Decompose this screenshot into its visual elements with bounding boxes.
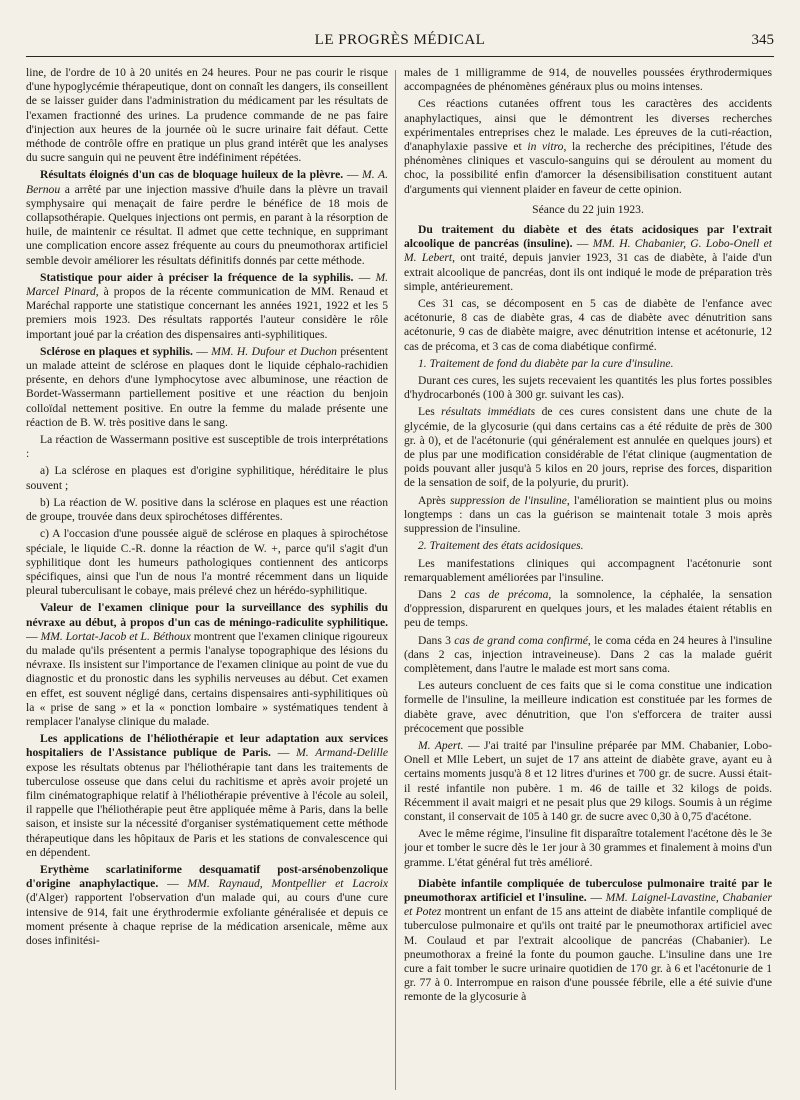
subheading: 1. Traitement de fond du diabète par la cure d'insuline. — [418, 356, 674, 370]
paragraph: line, de l'ordre de 10 à 20 unités en 24 heures. Pour ne pas courir le risque d'une hypoglycémie thérapeutique, dont on connaît les dangers, ils conseillent de se laisser guider dans l'administration du médicament par les résultats de l'examen fractionné des urines. La prudence commande de ne pas faire d'injection aux heures de la journée où le sucre urinaire fait défaut. Cette méthode de contrôle offre en pratique un plus grand intérêt que les analyses du sucre sanguin qui ne peuvent être indéfiniment répétées. — [26, 66, 388, 165]
italic-text: in vitro — [527, 140, 564, 154]
section-dufour — [26, 345, 388, 430]
author: M. A. Bernou — [26, 168, 388, 196]
paragraph-text: Après — [418, 493, 450, 507]
paragraph: Ces 31 cas, se décomposent en 5 cas de diabète de l'enfance avec acétonurie, 8 cas de diabète gras, 4 cas de diabète avec dénutrition sans acétonurie, 9 cas de diabète maigre, avec dénutrition intense et acétonurie, 12 cas de précoma, et 3 cas de coma diabétique confirmé. — [404, 297, 772, 353]
author: M. Armand-Delille — [296, 746, 388, 760]
column-divider — [395, 70, 396, 1090]
paragraph: males de 1 milligramme de 914, de nouvelles poussées érythrodermiques accompagnées de phénomènes généraux plus ou moins intenses. — [404, 66, 772, 94]
paragraph-text: Dans 2 — [418, 587, 465, 601]
author: MM. H. Dufour et Duchon — [211, 344, 337, 358]
paragraph-text: , l'amélioration se maintient plus ou moins longtemps : dans un cas la guérison se maintenait totale 3 mois après suppression de l'insuline. — [404, 493, 772, 536]
section-bernou — [26, 168, 388, 267]
paragraph-text: expose les résultats obtenus par l'héliothérapie tant dans les traitements de tuberculose osseuse que dans celui du rachitisme et après avoir projeté un film cinématographique relatif à l'héliothérapie préventive à l'école au soleil, il rappelle que l'héliothérapie peut être appliquée même à Paris, dans la belle saison, et insiste sur la nécessité d'organiser systématiquement cette méthode thérapeutique dans les hôpitaux de Paris et les stations de convalescence qui en dépendent. — [26, 760, 388, 859]
paragraph-text: Ces réactions cutanées offrent tous les caractères des accidents anaphylactiques, ainsi que le démontrent les diverses recherches expérimentales entreprises chez le malade. Les épreuves de la cuti-réaction, d'anaphylaxie passive et — [404, 97, 772, 154]
running-title: LE PROGRÈS MÉDICAL — [314, 32, 486, 48]
section-laignel-lavastine — [404, 877, 772, 1005]
page-header — [26, 30, 774, 57]
paragraph-text: , le coma céda en 24 heures à l'insuline (dans 2 cas, injection intraveineuse). Dans 2 cas la malade guérit complètement, dans l'autre le malade est mort sans coma. — [404, 633, 772, 675]
paragraph-text: , à propos de la récente communication de MM. Renaud et Maréchal rapporte une statistique concernant les années 1921, 1922 et les 5 premiers mois 1923. Des résultats rapportés l'auteur considère le rôle important joué par la création des dispensaires anti-syphilitiques. — [26, 285, 388, 341]
paragraph: Les manifestations cliniques qui accompagnent l'acétonurie sont remarquablement améliorées par l'insuline. — [404, 556, 772, 584]
paragraph-text: a arrêté par une injection massive d'huile dans la plèvre un travail symphysaire qui menaçait de faire perdre le bénéfice de 18 mois de collapsothérapie. Quelques injections ont permis, en parant à la résorption de huile, de maintenir ce résultat. Il admet que cette technique, en supprimant une complication encore assez fréquente au cours du pneumothorax artificiel semble devoir améliorer les résultats définitifs donnés par cette méthode. — [26, 182, 388, 267]
italic-text: suppression de l'insuline — [449, 493, 567, 507]
paragraph-text: (d'Alger) rapportent l'observation d'un malade qui, au cours d'une cure intensive de 914, fait une érythrodermie exfoliante généralisée et depuis ce moment présente à chaque reprise de la médication arsenicale, même aux doses infinitési- — [26, 891, 388, 947]
dash: — — [353, 270, 376, 284]
section-title: Du traitement du diabète et des états acidosiques par l'extrait alcoolique de pancréas (insuline). — [404, 223, 772, 251]
author: MM. H. Chabanier, G. Lobo-Onell et M. Lebert — [404, 237, 772, 265]
page-number: 345 — [751, 32, 774, 48]
section-title: Valeur de l'examen clinique pour la surveillance des syphilis du névraxe au début, à propos d'un cas de méningo-radiculite syphilitique. — [26, 601, 388, 629]
paragraph-text: de ces cures consistent dans une chute de la glycémie, de la glycosurie (qui dans certains cas a été réduite de près de 300 gr. à 0), et de l'acétonurie (qui généralement est annulée en quelques jours) et de plus par une modification considérable de l'état clinique (augmentation de poids pouvant aller jusqu'à 5 kilos en 20 jours, reprise des forces, disparition de la sensation de soif, de la polyurie, du prurit). — [404, 405, 772, 490]
italic-text: cas de grand coma confirmé — [454, 633, 588, 647]
paragraph — [404, 494, 772, 537]
section-pinard — [26, 271, 388, 342]
paragraph-text: , la recherche des précipitines, l'étude des phénomènes cliniques et vasculo-sanguins qui se déroulent au moment du choc, la possibilité enfin d'amorcer la désensibilisation constituent autant d'arguments qui viennent plaider en faveur de cette opinion. — [404, 140, 772, 196]
italic-text: cas de précoma — [464, 587, 549, 601]
section-title: Résultats éloignés d'un cas de bloquage huileux de la plèvre. — [40, 168, 344, 182]
dash: — — [270, 746, 297, 760]
right-column — [404, 66, 772, 1096]
section-title: Les applications de l'héliothérapie et leur adaptation aux services hospitaliers de l'Assistance publique de Paris. — [26, 732, 388, 760]
section-lortat-jacob — [26, 601, 388, 729]
author: MM. Lortat-Jacob et L. Béthoux — [40, 629, 191, 643]
dash: — — [158, 877, 188, 891]
author: MM. Laignel-Lavastine, Chabanier et Potez — [404, 890, 772, 919]
dash: — — [586, 890, 606, 904]
dash: — — [192, 344, 212, 358]
paragraph — [404, 97, 772, 196]
section-title: Erythème scarlatiniforme desquamatif post-arsénobenzolique d'origine anaphylactique. — [26, 862, 388, 891]
list-item: c) A l'occasion d'une poussée aiguë de sclérose en plaques à spirochétose spéciale, le liquide C.-R. donne la réaction de W. +, parce qu'il s'agit d'un syphilitique dont les humeurs pathologiques contiennent des anticorps spécifiques, ainsi que l'un de nous l'a montré récemment dans un liquide pleural tuberculisant le cobaye, mais prélevé chez un hérédo-syphilitique. — [26, 527, 388, 598]
section-title: Statistique pour aider à préciser la fréquence de la syphilis. — [40, 270, 354, 284]
dash: — — [26, 629, 41, 643]
italic-text: résultats immédiats — [441, 405, 536, 419]
paragraph-text: montrent que l'examen clinique rigoureux du malade qu'ils présentent a permis l'analyse topographique des lésions du névraxe. Ils insistent sur l'importance de l'examen clinique au point de vue du diagnostic et du pronostic dans les syphilis nerveuses au début. Cet examen en effet, est souvent négligé dans, certains dispensaires anti-syphilitiques où la « prise de sang » et la « ponction lombaire » systématiques tendent à remplacer l'analyse clinique du malade. — [26, 629, 388, 728]
section-raynaud — [26, 863, 388, 948]
author: M. Marcel Pinard — [26, 270, 388, 299]
author: M. Apert. — [418, 738, 464, 752]
author: MM. Raynaud, Montpellier et Lacroix — [187, 877, 388, 891]
paragraph-text: présentent un malade atteint de sclérose en plaques dont le liquide céphalo-rachidien présente, en dehors d'une lymphocytose avec albuminose, une réaction de Bordet-Wassermann partiellement positive et une réaction du benjoin colloïdal nettement positive. En outre la femme du malade présente une réaction de B. W. très positive dans le sang. — [26, 344, 388, 429]
section-title: Diabète infantile compliquée de tuberculose pulmonaire traité par le pneumothorax artificiel et l'insuline. — [404, 876, 772, 904]
paragraph — [404, 405, 772, 490]
paragraph-text: Les — [418, 405, 442, 419]
subheading: 2. Traitement des états acidosiques. — [418, 539, 584, 553]
dash: — — [572, 237, 593, 251]
paragraph: Les auteurs concluent de ces faits que si le coma constitue une indication formelle de l'insuline, la meilleure indication est constituée par les formes de diabète grave, avec dénutrition, que l'on s'efforcera de traiter aussi précocement que possible — [404, 679, 772, 735]
paragraph-text: Dans 3 — [418, 633, 455, 647]
session-date: Séance du 22 juin 1923. — [532, 202, 644, 216]
paragraph: La réaction de Wassermann positive est susceptible de trois interprétations : — [26, 433, 388, 461]
paragraph-text: — J'ai traité par l'insuline préparée par MM. Chabanier, Lobo-Onell et Mlle Lebert, un sujet de 17 ans atteint de diabète grave, ayant eu à certains moments jusqu'à 8 et 12 litres d'urines et 700 gr. de sucre. Aussi était-il resté infantile non pubère. 1 m. 46 de taille et 32 kilogs de poids. Récemment il avait maigri et ne pesait plus que 29 kilogs. Soumis à un régime constant, il conservait de 105 à 140 gr. de sucre avec 0,30 à 0,75 d'acétone. — [404, 738, 772, 823]
paragraph-text: , ont traité, depuis janvier 1923, 31 cas de diabète, à l'aide d'un extrait alcoolique de pancréas, dont ils ont indiqué le mode de préparation très simple, antérieurement. — [404, 251, 772, 293]
paragraph — [404, 588, 772, 631]
paragraph: Avec le même régime, l'insuline fit disparaître totalement l'acétone dès le 3e jour et tomber le sucre dès le 1er jour à 30 grammes et finalement à moins d'un gramme. L'état général fut très amélioré. — [404, 827, 772, 869]
paragraph-text: montrent un enfant de 15 ans atteint de diabète infantile compliqué de tuberculose pulmonaire et qu'ils ont traité par le pneumothorax artificiel avec M. Coulaud et par l'extrait alcoolique de pancréas (Chabanier). Le pneumothorax a freiné la fonte du poumon gauche. L'insuline dans une 1re cure a fait tomber le sucre urinaire quotidien de 170 gr. à 6 et l'acétonurie de 1 gr. 77 à 0. Interrompue en raison d'une poussée fébrile, elle a été suivie d'une remonte de la glycosurie à — [404, 905, 772, 1004]
section-chabanier — [404, 223, 772, 294]
left-column — [26, 66, 388, 1096]
list-item: b) La réaction de W. positive dans la sclérose en plaques est une réaction de groupe, trouvée dans deux spirochétoses différentes. — [26, 495, 388, 524]
dash: — — [343, 168, 363, 182]
section-armand-delille — [26, 732, 388, 860]
paragraph — [404, 739, 772, 824]
section-title: Sclérose en plaques et syphilis. — [40, 344, 193, 358]
paragraph: Durant ces cures, les sujets recevaient les quantités les plus fortes possibles d'hydrocarbonés (100 à 300 gr. suivant les cas). — [404, 374, 772, 402]
paragraph-text: , la somnolence, la céphalée, la sensation d'oppression, disparurent en quelques jours, et les malades étaient rétablis en peu de temps. — [404, 587, 772, 630]
list-item: a) La sclérose en plaques est d'origine syphilitique, héréditaire le plus souvent ; — [26, 464, 388, 492]
paragraph — [404, 634, 772, 677]
